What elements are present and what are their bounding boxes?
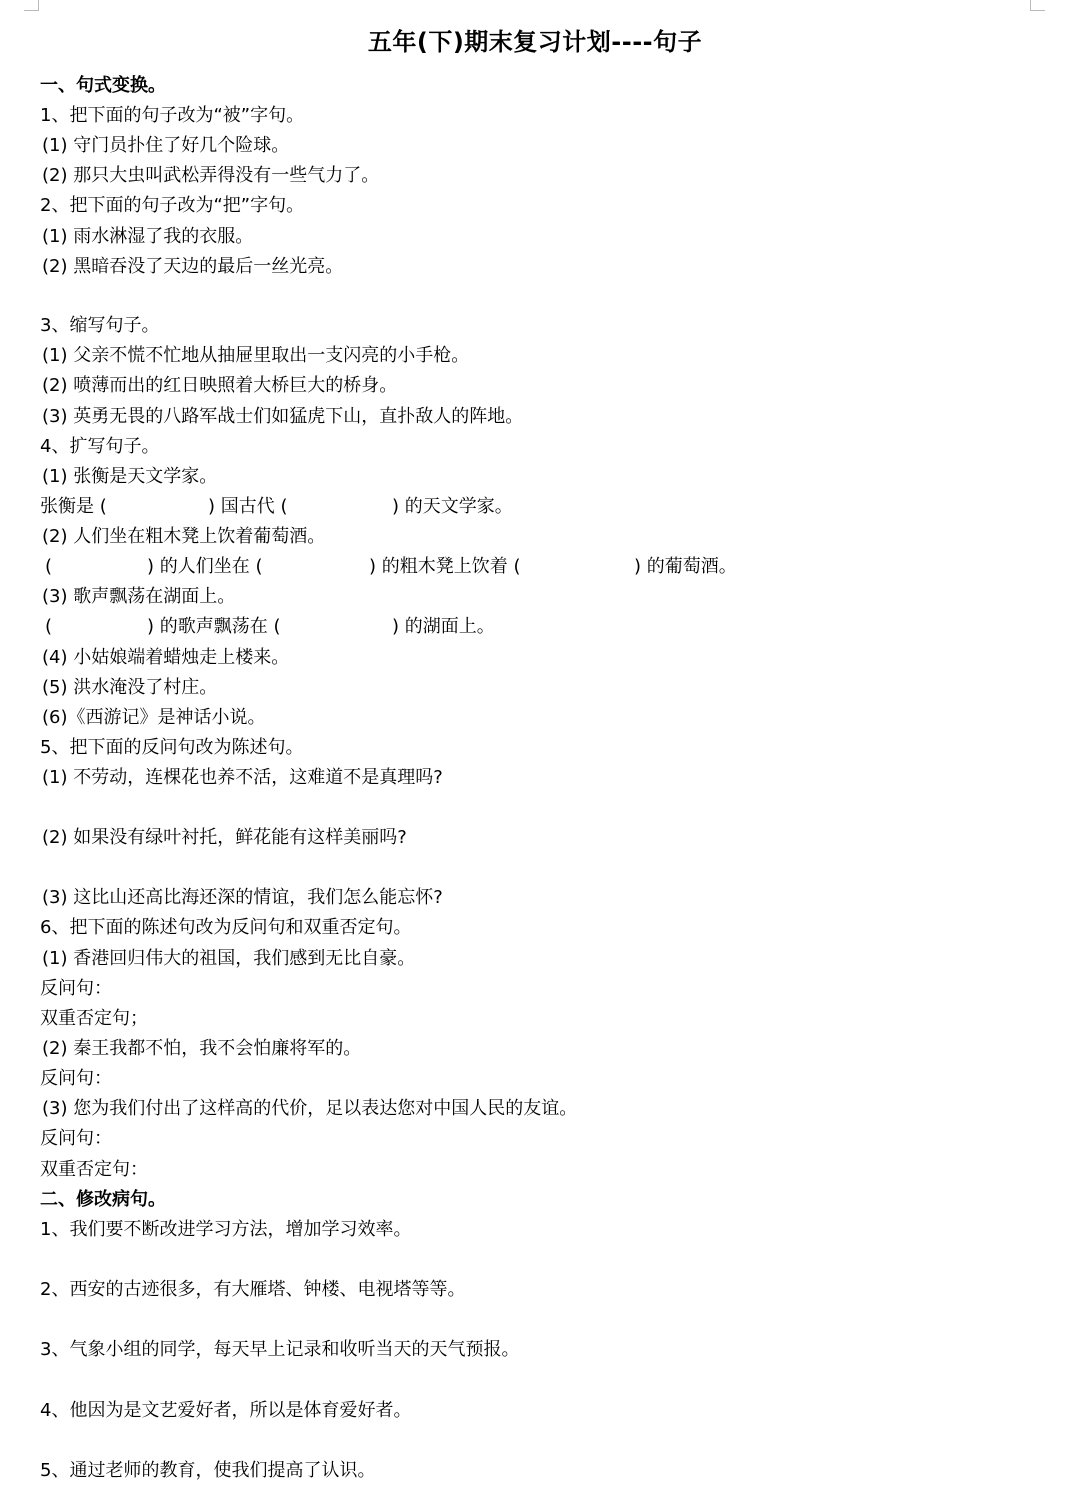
fill-segment: ) 的葡萄酒。 <box>634 556 737 577</box>
faulty-sentence-5: 5、通过老师的教育，使我们提高了认识。 <box>40 1460 376 1481</box>
question-6-item-1: (1) 香港回归伟大的祖国，我们感到无比自豪。 <box>42 948 416 969</box>
faulty-sentence-4: 4、他因为是文艺爱好者，所以是体育爱好者。 <box>40 1400 412 1421</box>
question-6-item-2: (2) 秦王我都不怕，我不会怕廉将军的。 <box>42 1038 362 1059</box>
question-5-label: 5、把下面的反问句改为陈述句。 <box>40 737 304 758</box>
document-title: 五年(下)期末复习计划----句子 <box>367 28 703 56</box>
question-4-item-1: (1) 张衡是天文学家。 <box>42 466 218 487</box>
double-negative-label: 双重否定句； <box>40 1008 148 1029</box>
question-4-item-3: (3) 歌声飘荡在湖面上。 <box>42 586 236 607</box>
rhetorical-question-label: 反问句： <box>40 1128 112 1149</box>
faulty-sentence-1: 1、我们要不断改进学习方法，增加学习效率。 <box>40 1219 412 1240</box>
question-3-item-1: (1) 父亲不慌不忙地从抽屉里取出一支闪亮的小手枪。 <box>42 345 470 366</box>
rhetorical-question-label: 反问句： <box>40 978 112 999</box>
question-5-item-1: (1) 不劳动，连棵花也养不活，这难道不是真理吗? <box>42 767 443 788</box>
question-3-item-2: (2) 喷薄而出的红日映照着大桥巨大的桥身。 <box>42 375 398 396</box>
question-3-label: 3、缩写句子。 <box>40 315 160 336</box>
question-4-item-2: (2) 人们坐在粗木凳上饮着葡萄酒。 <box>42 526 326 547</box>
question-5-item-2: (2) 如果没有绿叶衬托，鲜花能有这样美丽吗? <box>42 827 407 848</box>
faulty-sentence-3: 3、气象小组的同学，每天早上记录和收听当天的天气预报。 <box>40 1339 520 1360</box>
question-2-label: 2、把下面的句子改为“把”字句。 <box>40 195 305 216</box>
fill-segment: ) 的天文学家。 <box>392 496 513 517</box>
question-4-fill-line-2 <box>40 556 760 578</box>
question-4-fill-line-3 <box>40 616 540 638</box>
page-corner-mark-left <box>24 0 39 11</box>
fill-segment: ) 的粗木凳上饮着 ( <box>369 556 521 577</box>
question-1-label: 1、把下面的句子改为“被”字句。 <box>40 105 305 126</box>
section-heading-fix-sentences: 二、修改病句。 <box>40 1189 166 1210</box>
fill-segment: ( <box>45 556 53 577</box>
rhetorical-question-label: 反问句： <box>40 1068 112 1089</box>
question-4-item-6: (6)《西游记》是神话小说。 <box>42 707 266 728</box>
page-corner-mark-right <box>1030 0 1045 11</box>
fill-segment: ) 的湖面上。 <box>392 616 495 637</box>
fill-segment: 张衡是 ( <box>40 496 107 517</box>
fill-segment: ) 的歌声飘荡在 ( <box>147 616 281 637</box>
question-4-item-4: (4) 小姑娘端着蜡烛走上楼来。 <box>42 647 290 668</box>
fill-segment: ) 国古代 ( <box>208 496 288 517</box>
question-2-item-1: (1) 雨水淋湿了我的衣服。 <box>42 226 254 247</box>
double-negative-label: 双重否定句： <box>40 1159 148 1180</box>
question-5-item-3: (3) 这比山还高比海还深的情谊，我们怎么能忘怀? <box>42 887 443 908</box>
question-6-label: 6、把下面的陈述句改为反问句和双重否定句。 <box>40 917 412 938</box>
question-4-item-5: (5) 洪水淹没了村庄。 <box>42 677 218 698</box>
question-4-label: 4、扩写句子。 <box>40 436 160 457</box>
question-3-item-3: (3) 英勇无畏的八路军战士们如猛虎下山，直扑敌人的阵地。 <box>42 406 524 427</box>
faulty-sentence-2: 2、西安的古迹很多，有大雁塔、钟楼、电视塔等等。 <box>40 1279 466 1300</box>
fill-segment: ) 的人们坐在 ( <box>147 556 263 577</box>
question-6-item-3: (3) 您为我们付出了这样高的代价，足以表达您对中国人民的友谊。 <box>42 1098 578 1119</box>
question-2-item-2: (2) 黑暗吞没了天边的最后一丝光亮。 <box>42 256 344 277</box>
question-4-fill-line-1 <box>40 496 740 518</box>
question-1-item-1: (1) 守门员扑住了好几个险球。 <box>42 135 290 156</box>
question-1-item-2: (2) 那只大虫叫武松弄得没有一些气力了。 <box>42 165 380 186</box>
section-heading-sentence-transform: 一、句式变换。 <box>40 75 166 96</box>
fill-segment: ( <box>45 616 53 637</box>
